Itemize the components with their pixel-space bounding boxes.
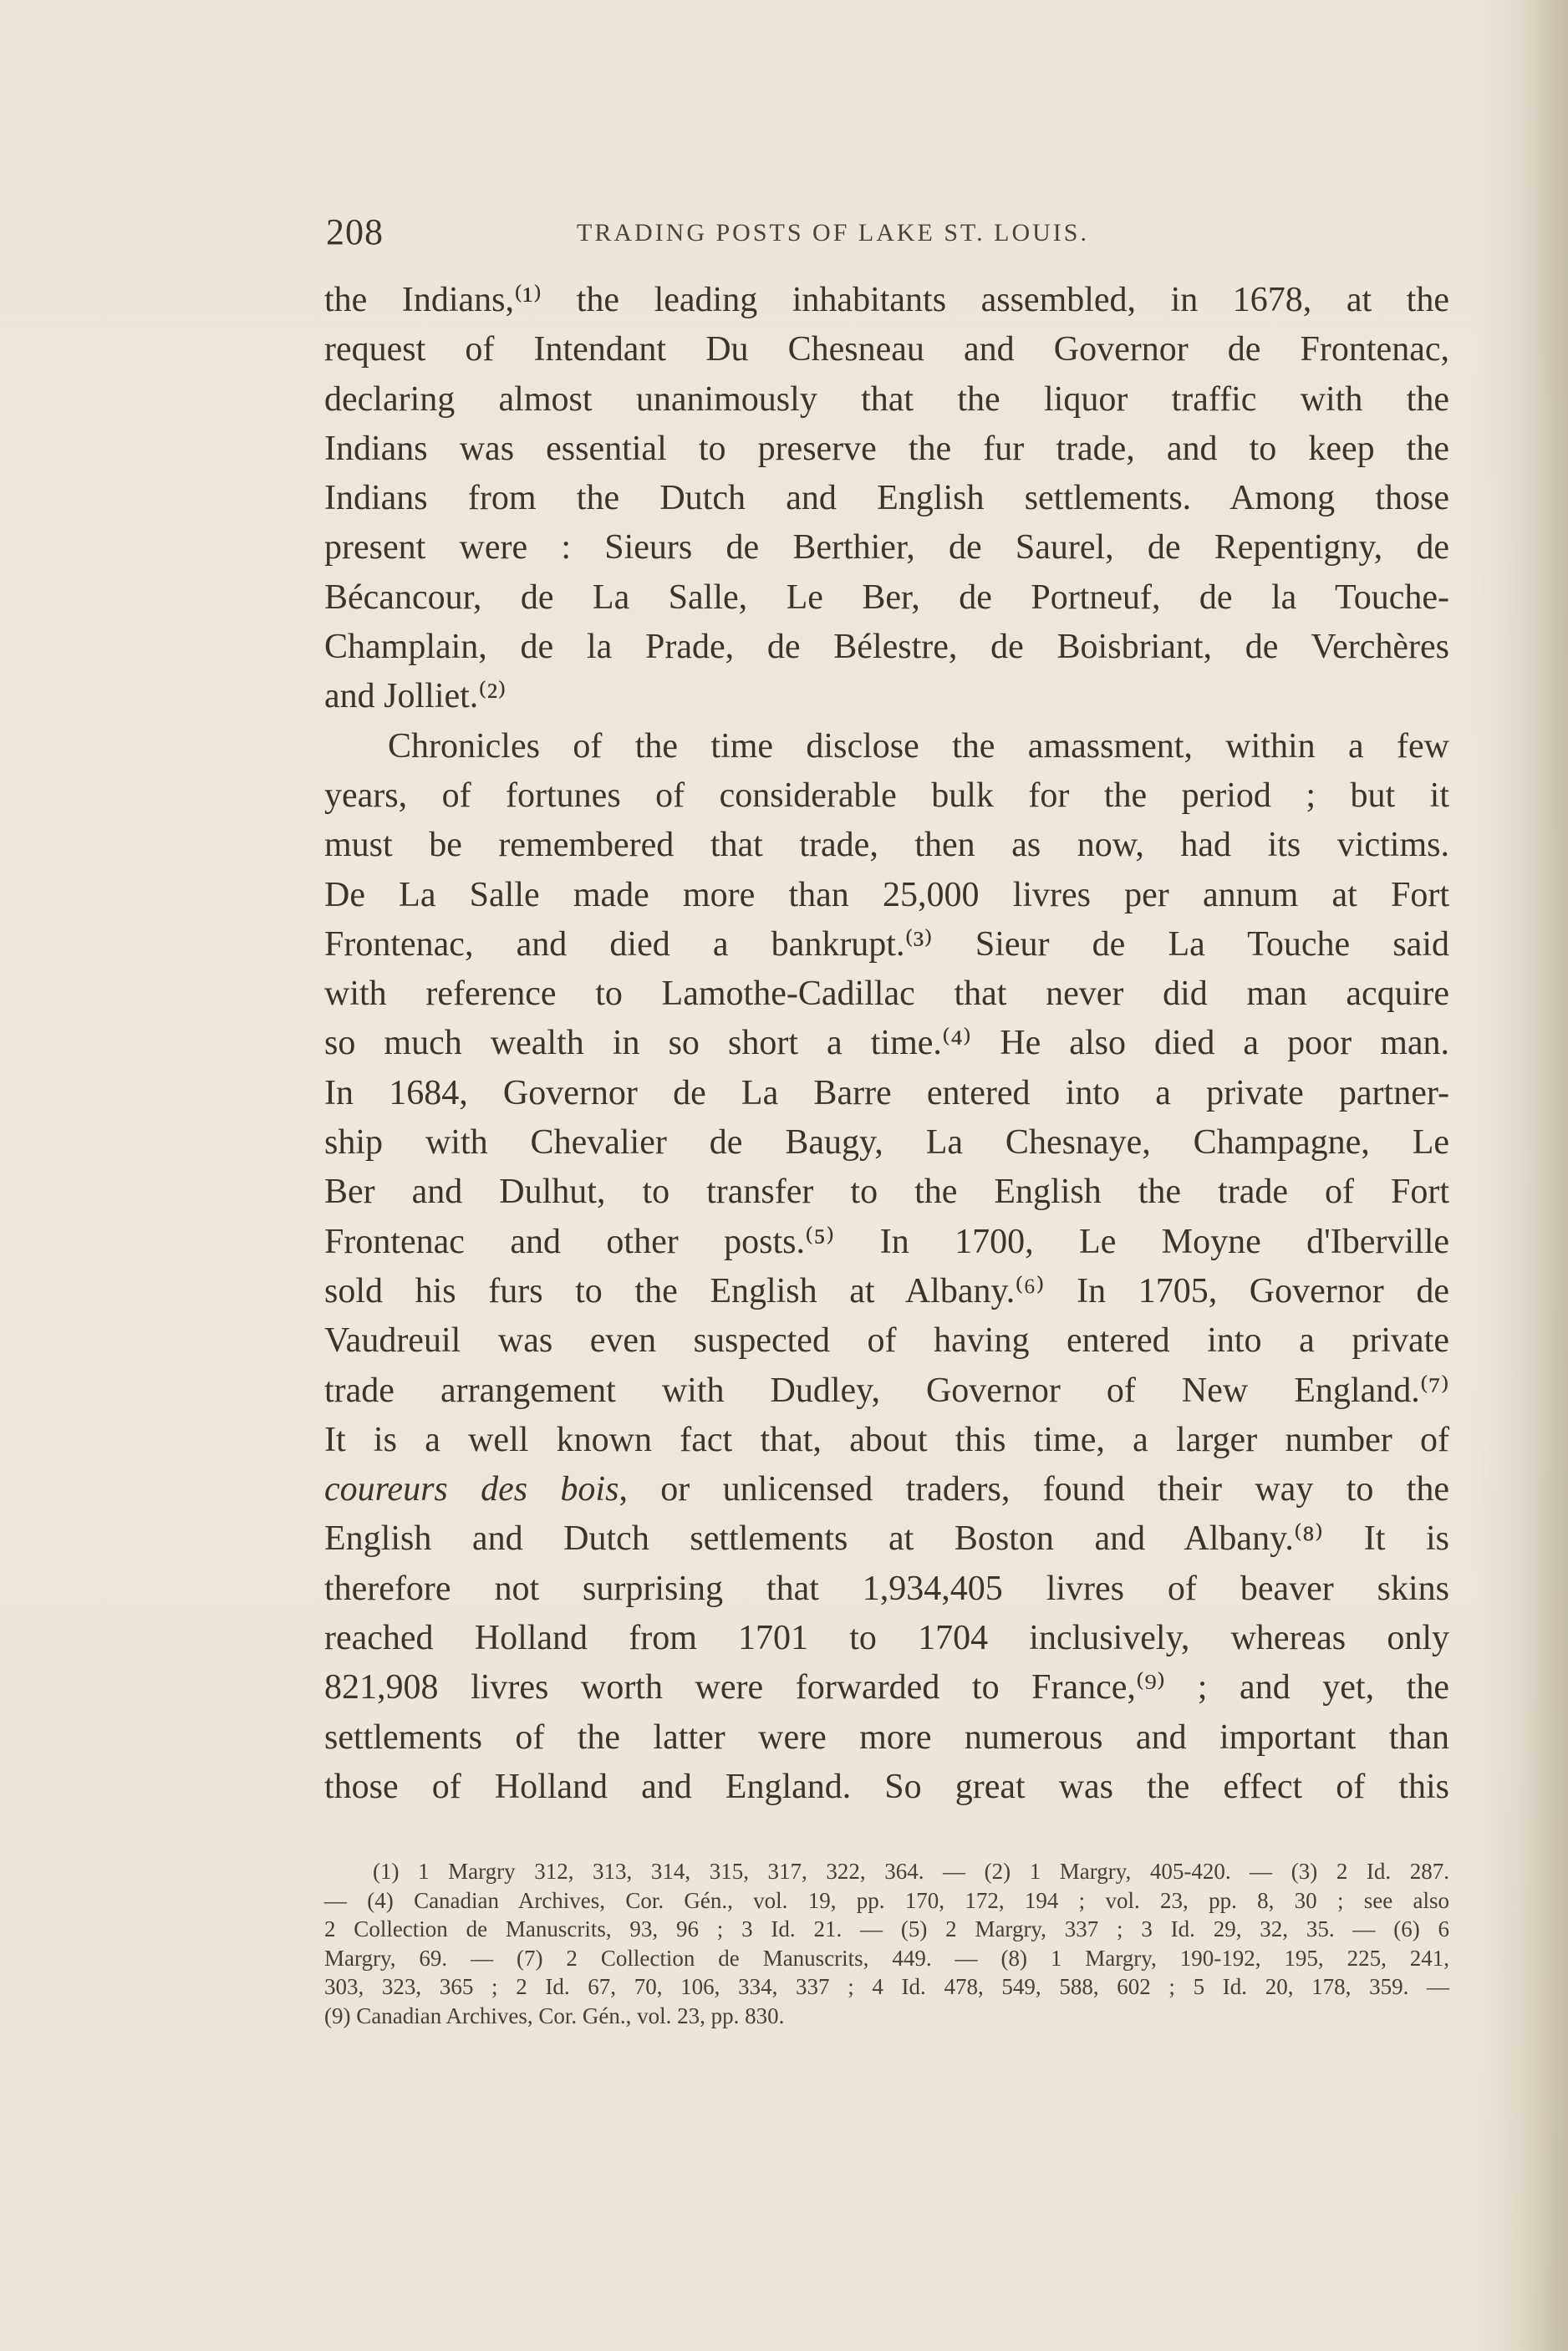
text-line: must be remembered that trade, then as now, had its victims. bbox=[324, 826, 1449, 865]
footnote-line: 303, 323, 365 ; 2 Id. 67, 70, 106, 334, 337 ; 4 Id. 478, 549, 588, 602 ; 5 Id. 20, 178, 359. — bbox=[324, 1974, 1449, 1999]
text-line: those of Holland and England. So great was the effect of this bbox=[324, 1767, 1449, 1806]
footnote-line: Margry, 69. — (7) 2 Collection de Manuscrits, 449. — (8) 1 Margry, 190-192, 195, 225, 241, bbox=[324, 1945, 1449, 1971]
text-line: the Indians,⁽¹⁾ the leading inhabitants assembled, in 1678, at the bbox=[324, 281, 1449, 319]
text-line: Bécancour, de La Salle, Le Ber, de Portneuf, de la Touche- bbox=[324, 578, 1449, 617]
text-line: ship with Chevalier de Baugy, La Chesnaye, Champagne, Le bbox=[324, 1123, 1449, 1163]
text-line: so much wealth in so short a time.⁽⁴⁾ He also died a poor man. bbox=[324, 1024, 1449, 1063]
text-line: Indians was essential to preserve the fur trade, and to keep the bbox=[324, 429, 1449, 468]
text-line: Champlain, de la Prade, de Bélestre, de Boisbriant, de Verchères bbox=[324, 628, 1449, 667]
page-number: 208 bbox=[326, 211, 384, 252]
text-line: In 1684, Governor de La Barre entered into a private partner- bbox=[324, 1073, 1449, 1112]
text-line: Vaudreuil was even suspected of having entered into a private bbox=[324, 1321, 1449, 1361]
text-line: Ber and Dulhut, to transfer to the English the trade of Fort bbox=[324, 1173, 1449, 1212]
text-line: years, of fortunes of considerable bulk for the period ; but it bbox=[324, 776, 1449, 815]
text-line: therefore not surprising that 1,934,405 livres of beaver skins bbox=[324, 1569, 1449, 1608]
text-line: trade arrangement with Dudley, Governor of New England.⁽⁷⁾ bbox=[324, 1371, 1449, 1410]
text-line: coureurs des bois, or unlicensed traders, found their way to the bbox=[324, 1470, 1449, 1509]
text-line: Frontenac, and died a bankrupt.⁽³⁾ Sieur de La Touche said bbox=[324, 924, 1449, 964]
text-line: declaring almost unanimously that the liquor traffic with the bbox=[324, 379, 1449, 419]
footnote-line: — (4) Canadian Archives, Cor. Gén., vol. 19, pp. 170, 172, 194 ; vol. 23, pp. 8, 30 ; see also bbox=[324, 1887, 1449, 1913]
text-line: reached Holland from 1701 to 1704 inclusively, whereas only bbox=[324, 1619, 1449, 1658]
text-line: 821,908 livres worth were forwarded to France,⁽⁹⁾ ; and yet, the bbox=[324, 1668, 1449, 1707]
footnote-line: (9) Canadian Archives, Cor. Gén., vol. 23, pp. 830. bbox=[324, 2002, 785, 2028]
text-line: Frontenac and other posts.⁽⁵⁾ In 1700, Le Moyne d'Iberville bbox=[324, 1222, 1449, 1261]
text-line: with reference to Lamothe-Cadillac that never did man acquire bbox=[324, 974, 1449, 1014]
text-line: sold his furs to the English at Albany.⁽⁶⁾ In 1705, Governor de bbox=[324, 1271, 1449, 1310]
main-text bbox=[324, 276, 1449, 1812]
text-line: Chronicles of the time disclose the amassment, within a few bbox=[388, 726, 1449, 766]
footnote-line: (1) 1 Margry 312, 313, 314, 315, 317, 322, 364. — (2) 1 Margry, 405-420. — (3) 2 Id. 287. bbox=[373, 1859, 1449, 1884]
footnotes bbox=[324, 1857, 1449, 2030]
page-header bbox=[326, 211, 1454, 252]
text-line: request of Intendant Du Chesneau and Governor de Frontenac, bbox=[324, 330, 1449, 369]
text-line: and Jolliet.⁽²⁾ bbox=[324, 677, 507, 716]
text-line: settlements of the latter were more numerous and important than bbox=[324, 1717, 1449, 1757]
text-line: It is a well known fact that, about this time, a larger number of bbox=[324, 1420, 1449, 1459]
text-line: Indians from the Dutch and English settlements. Among those bbox=[324, 479, 1449, 518]
text-line: present were : Sieurs de Berthier, de Saurel, de Repentigny, de bbox=[324, 528, 1449, 567]
running-head: TRADING POSTS OF LAKE ST. LOUIS. bbox=[577, 219, 1089, 247]
text-line: De La Salle made more than 25,000 livres per annum at Fort bbox=[324, 875, 1449, 914]
text-line: English and Dutch settlements at Boston and Albany.⁽⁸⁾ It is bbox=[324, 1519, 1449, 1559]
footnote-line: 2 Collection de Manuscrits, 93, 96 ; 3 Id. 21. — (5) 2 Margry, 337 ; 3 Id. 29, 32, 35. — (6) 6 bbox=[324, 1916, 1449, 1941]
